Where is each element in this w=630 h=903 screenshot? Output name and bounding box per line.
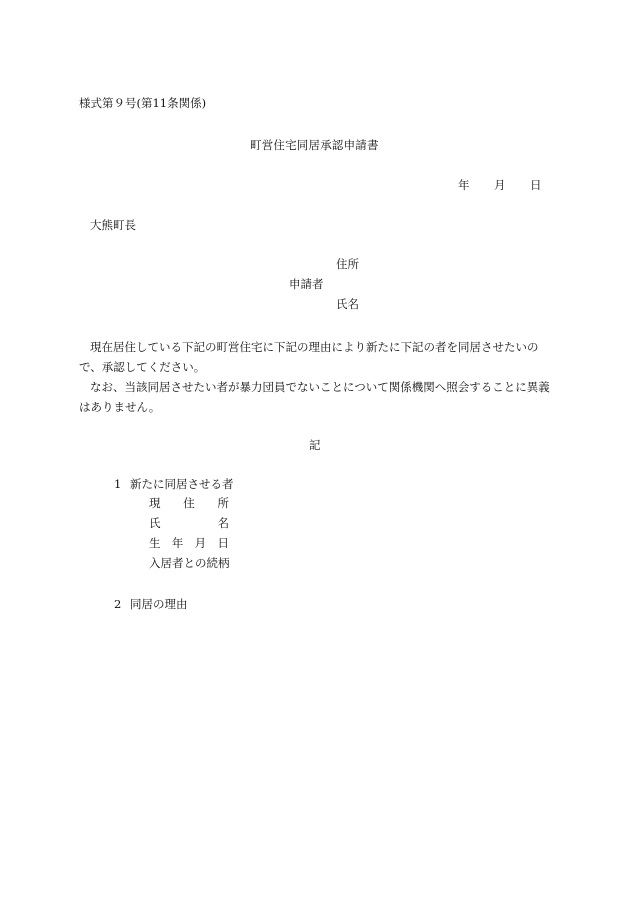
item-label: 同居の理由 [130,597,188,611]
addressee: 大熊町長 [90,218,136,232]
applicant-label: 申請者 [289,277,324,291]
date-day-label: 日 [530,178,542,192]
item-label: 新たに同居させる者 [130,477,234,491]
field-relationship: 入居者との続柄 [149,556,230,570]
field-current-address [149,498,229,510]
item-number: 2 [114,597,122,611]
applicant-name-label: 氏名 [336,297,359,311]
field-name [149,518,229,530]
form-number: 様式第９号(第11条関係) [79,96,207,110]
item-cohabitation-reason [114,599,188,611]
field-char: 生 [149,536,161,550]
body-paragraph-consent: なお、当該同居させたい者が暴力団員でないことについて関係機関へ照会することに異義はありません。 [79,380,550,414]
date-month-label: 月 [494,178,506,192]
body-paragraph-request: 現在居住している下記の町営住宅に下記の理由により新たに下記の者を同居させたいので、承認してください。 [79,340,539,374]
item-new-cohabitant [114,479,234,491]
ki-heading: 記 [309,438,321,452]
field-char: 氏 [149,516,161,530]
field-char: 年 [171,536,184,550]
field-char: 名 [217,516,229,530]
field-char: 住 [183,496,195,510]
field-char: 月 [194,536,207,550]
field-date-of-birth [149,538,229,550]
document-title: 町営住宅同居承認申請書 [250,138,379,152]
field-char: 現 [149,496,161,510]
date-year-label: 年 [458,178,470,192]
applicant-address-label: 住所 [336,257,359,271]
field-char: 所 [217,496,229,510]
item-number: 1 [114,477,122,491]
field-char: 日 [217,536,229,550]
